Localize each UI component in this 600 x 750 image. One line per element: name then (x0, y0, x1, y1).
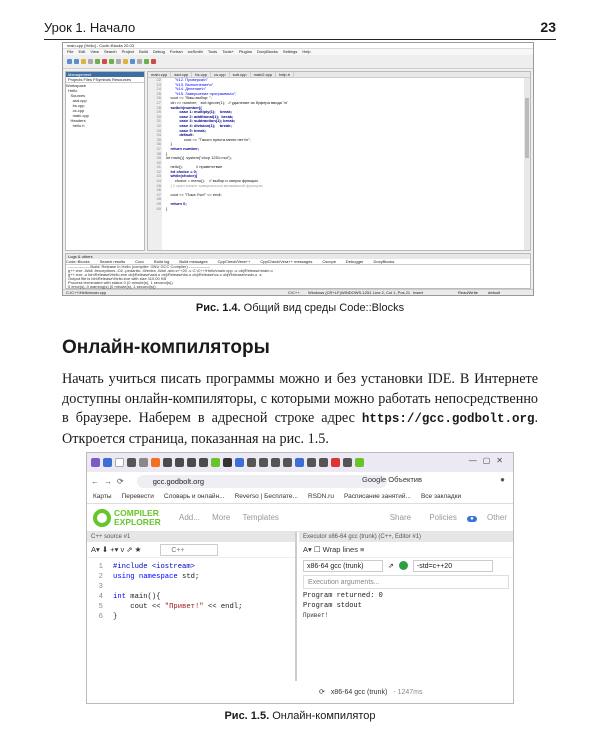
cb-code-line: cout << "Такого пункта меню нет!\n"; (166, 136, 251, 142)
cb-log-line: Process terminated with status 0 (0 minute(s), 1 second(s)) (68, 281, 173, 285)
cb-line-number: 30 (156, 113, 161, 119)
cb-code-line: } (166, 141, 172, 147)
keyword-token: int (113, 593, 126, 601)
tab-favicon-icon[interactable] (247, 458, 256, 467)
profile-avatar[interactable]: ● (500, 475, 505, 484)
logo-line2: EXPLORER (114, 516, 161, 527)
cb-code-line: cin >> number; std::ignore(1); // удаление из буфера ввода '\n' (166, 99, 288, 105)
cb-code-line: "\t15. Завершение программы\n"; (166, 90, 237, 96)
tab-favicon-icon[interactable] (271, 458, 280, 467)
tab-favicon-icon[interactable] (175, 458, 184, 467)
cb-log-tab[interactable]: CppCheck/Vera++ (217, 259, 251, 264)
cb-line-number: 24 (156, 86, 161, 92)
cb-log-tab[interactable]: Code::Blocks (66, 259, 90, 264)
cb-logs-panel (65, 253, 531, 289)
cb-line-number: 28 (156, 104, 161, 110)
keyword-token: using namespace (113, 573, 178, 581)
cb-menu-item[interactable]: wxSmith (187, 49, 203, 54)
address-bar-row (87, 472, 513, 490)
string-token: "Привет!" (164, 603, 204, 611)
cb-title-bar: main.cpp [Hello] - Code::Blocks 20.03 (63, 43, 533, 49)
chapter-title: Урок 1. Начало (44, 20, 136, 35)
line-number: 4 (98, 593, 103, 601)
cb-log-tab[interactable]: DoxyBlocks (373, 259, 395, 264)
cb-line-number: 49 (156, 201, 161, 207)
active-tab-favicon-icon[interactable] (355, 458, 364, 467)
codeblocks-screenshot (62, 42, 534, 296)
ce-logo[interactable] (93, 509, 161, 527)
execution-args-input[interactable]: Execution arguments... (303, 575, 509, 589)
tab-favicon-icon[interactable] (307, 458, 316, 467)
cb-menu-item[interactable]: Tools (207, 49, 218, 54)
cb-file-tab[interactable]: sub.cpp (230, 72, 251, 78)
cb-status-eol: Windows (CR+LF) (308, 290, 341, 295)
cb-line-number: 31 (156, 118, 161, 124)
policies-badge: ● (467, 516, 477, 522)
cb-file-tab[interactable]: asd.cpp (171, 72, 192, 78)
cb-log-tab[interactable]: Build log (154, 259, 170, 264)
forward-icon[interactable]: → (104, 476, 112, 486)
browser-tab-strip (87, 453, 513, 472)
tab-favicon-icon[interactable] (343, 458, 352, 467)
cb-line-number: 45 (156, 182, 161, 188)
cb-tree-item: bs.cpp (66, 103, 85, 108)
cb-log-line: g++.exe -o bin\Release\Hello.exe obj\Release\asd.o obj\Release\bs.o obj\Release\cs.o obj\Release\main.o -s (68, 273, 262, 277)
cb-code-line: switch(number){ (166, 104, 202, 110)
cb-code-line: cout << "Ваш выбор: "; (166, 95, 213, 101)
cb-log-line: Output file is bin\Release\Hello.exe with size 110.00 KB (68, 277, 167, 281)
cb-code-line: cout << "Пока Учи!" << endl; (166, 191, 222, 197)
cb-status-charset: WINDOWS-1251 (341, 290, 372, 295)
cb-code-line: } (166, 150, 168, 156)
line-number: 2 (98, 573, 103, 581)
cb-menu-item[interactable]: Help (302, 49, 311, 54)
share-menu[interactable]: Share (389, 513, 412, 522)
cb-menu-item[interactable]: Project (121, 49, 135, 54)
templates-link[interactable]: Templates (242, 513, 279, 522)
status-compiler: x86-64 gcc (trunk) (330, 688, 388, 696)
ce-header (87, 504, 513, 532)
para-text-1: Начать учиться писать программы можно и без установки IDE. В Интернете доступны онлайн-компиляторы, с которыми можно работать непосредственно в браузере. Наберем в адресной строке адрес (62, 371, 538, 426)
cb-line-number: 34 (156, 132, 161, 138)
cb-line-gutter (148, 78, 162, 250)
cb-build-log (66, 265, 530, 289)
source-line (87, 612, 295, 622)
source-tool-buttons[interactable]: A▾ ⬇ +▾ v ⇗ ★ (91, 545, 142, 554)
add-menu[interactable]: Add... (179, 513, 200, 522)
source-line (87, 562, 295, 572)
tab-favicon-icon[interactable] (163, 458, 172, 467)
cb-code-line: } (166, 205, 168, 211)
cb-log-tab[interactable]: Search results (99, 259, 126, 264)
tab-favicon-icon[interactable] (151, 458, 160, 467)
caption2-label: Рис. 1.5. (224, 710, 270, 722)
line-number: 5 (98, 603, 103, 611)
cb-tree-item: Workspace (66, 83, 86, 88)
cb-scrollbar (524, 78, 530, 250)
source-pane (87, 532, 297, 681)
source-line (87, 572, 295, 582)
cb-status-profile: default (488, 290, 501, 295)
ce-gear-icon (93, 509, 111, 527)
tab-favicon-icon[interactable] (187, 458, 196, 467)
cb-file-tab[interactable]: bs.cpp (192, 72, 211, 78)
external-link-icon[interactable]: ⇗ (388, 562, 394, 570)
cb-menu-item[interactable]: Settings (282, 49, 298, 54)
cb-line-number: 36 (156, 141, 161, 147)
cb-status-path: C:\C++\Hello\main.cpp (66, 290, 107, 295)
cb-code-line: "\t12. Проверка\n" (166, 77, 208, 82)
cb-tree-item: cs.cpp (66, 108, 85, 113)
cb-management-panel (65, 71, 145, 251)
policies-menu[interactable] (421, 513, 476, 522)
cb-code-line: case 1: multiply(1); break; (166, 109, 233, 115)
tab-favicon-icon[interactable] (199, 458, 208, 467)
more-menu[interactable]: More (212, 513, 231, 522)
cb-editor (147, 71, 531, 251)
policies-label: Policies (429, 513, 457, 522)
cb-menu-item[interactable]: View (90, 49, 99, 54)
cb-line-number: 37 (156, 145, 161, 151)
cb-menu-item[interactable]: Edit (78, 49, 86, 54)
window-controls[interactable]: —▢✕ (468, 456, 509, 465)
cb-line-number: 33 (156, 127, 161, 133)
cb-file-tab[interactable]: cs.cpp (211, 72, 230, 78)
address-input[interactable]: gcc.godbolt.org (137, 475, 387, 488)
code-token: << endl; (203, 603, 243, 611)
cb-code-line: int main(){ system("chcp 1251>nul"); (166, 155, 232, 161)
page-header (44, 18, 556, 40)
bookmark-item[interactable]: Словарь и онлайн... (163, 493, 225, 500)
cb-line-number: 22 (156, 77, 161, 82)
cb-tree-item: Sources (66, 93, 86, 98)
cb-code-line: case 4: division(1); break; (166, 122, 232, 128)
cb-line-number: 46 (156, 187, 161, 193)
compile-ok-icon (399, 561, 408, 570)
cb-project-tree (66, 83, 144, 128)
cb-menu-item[interactable]: Tools+ (222, 49, 234, 54)
figure-caption-2 (0, 710, 600, 722)
cb-line-number: 44 (156, 178, 161, 184)
tab-favicon-icon[interactable] (331, 458, 340, 467)
tab-favicon-icon[interactable] (91, 458, 100, 467)
cb-line-number: 23 (156, 81, 161, 87)
code-token: std; (177, 573, 200, 581)
para-text-2: . Откроется страница, показанная на рис. 1.5. (62, 410, 538, 447)
tab-favicon-icon[interactable] (211, 458, 220, 467)
back-icon[interactable]: ← (91, 476, 99, 486)
line-number: 3 (98, 583, 103, 591)
bookmark-item[interactable]: Карты (93, 493, 112, 500)
cb-line-number: 35 (156, 136, 161, 142)
cb-code-line: "\t14. Деление\n" (166, 86, 206, 92)
cb-log-tab[interactable]: CppCheck/Vera++ messages (260, 259, 313, 264)
bookmarks-bar (87, 490, 513, 504)
cb-code-line: return 0; (166, 201, 187, 207)
tab-favicon-icon[interactable] (283, 458, 292, 467)
cb-line-number: 26 (156, 95, 161, 101)
cb-status-position: Line 2, Col 1, Pos 21 (373, 290, 411, 295)
cb-toolbar (63, 55, 533, 69)
cb-menu-item[interactable]: Search (103, 49, 117, 54)
tab-favicon-icon[interactable] (295, 458, 304, 467)
cb-line-number: 25 (156, 90, 161, 96)
output-stdout-label: Program stdout (303, 602, 362, 610)
line-number: 6 (98, 613, 103, 621)
tab-favicon-icon[interactable] (235, 458, 244, 467)
cb-line-number: 47 (156, 191, 161, 197)
cb-log-line: g++.exe -Wall -fexceptions -O2 -pedantic -Wextra -Wall -std=c++20 -c C:\C++\Hello\main.cpp -o obj\Release\main.o (68, 269, 273, 273)
page-number: 23 (540, 19, 556, 35)
cb-line-number: 27 (156, 99, 161, 105)
cb-line-number: 48 (156, 196, 161, 202)
cb-menu-item[interactable]: Debug (153, 49, 165, 54)
cb-menu-item[interactable]: Plugins (238, 49, 252, 54)
cb-status-lang: C/C++ (288, 290, 300, 295)
cb-code-line: "\t13. Выполнение\n" (166, 81, 214, 87)
cb-code-line: case 5: break; (166, 127, 207, 133)
tab-favicon-icon[interactable] (319, 458, 328, 467)
cb-line-number: 38 (156, 150, 161, 156)
executor-pane (299, 532, 513, 681)
body-paragraph (62, 370, 538, 449)
line-number: 1 (98, 563, 103, 571)
cb-tree-item: asd.cpp (66, 98, 87, 103)
executor-status-bar (299, 681, 513, 703)
cb-code-line: case 2: additional(1); break; (166, 113, 234, 119)
reload-icon[interactable]: ⟳ (117, 476, 124, 486)
source-tab[interactable]: C++ source #1 (87, 532, 295, 542)
cb-file-tab[interactable]: main.cpp (148, 72, 171, 78)
cb-code (166, 78, 522, 250)
tab-favicon-icon[interactable] (259, 458, 268, 467)
cb-menu-item[interactable]: Fortran (169, 49, 183, 54)
cb-code-line: while(choice){ (166, 173, 198, 179)
cb-code-line: } // цикл может завершиться вызвавший функцию (166, 182, 263, 188)
bookmark-item[interactable]: Расписание занятий... (343, 493, 411, 500)
cb-menu-item[interactable]: DoxyBlocks (257, 49, 278, 54)
bookmark-item[interactable]: Reverso | Бесплате... (234, 493, 298, 500)
cb-line-number: 50 (156, 205, 161, 211)
cb-code-line: hello(); // приветствие (166, 164, 223, 170)
source-toolbar (87, 542, 295, 558)
cb-line-number: 41 (156, 164, 161, 170)
para-url: https://gcc.godbolt.org (361, 412, 535, 426)
ce-nav (179, 513, 289, 522)
code-token: main(){ (125, 593, 161, 601)
cb-tree-item: main.cpp (66, 113, 89, 118)
executor-tool-buttons[interactable]: A▾ ☐ Wrap lines ≡ (303, 545, 365, 554)
google-lens-button[interactable]: Google Объектив (362, 475, 422, 484)
cb-log-tab[interactable]: Cccc (135, 259, 145, 264)
other-menu[interactable]: Other (486, 513, 507, 522)
preprocessor-token: #include <iostream> (113, 563, 195, 571)
caption2-text: Онлайн-компилятор (272, 710, 376, 722)
tab-favicon-icon[interactable] (115, 458, 124, 467)
cb-code-line: return number; (166, 145, 200, 151)
tab-favicon-icon[interactable] (103, 458, 112, 467)
source-editor[interactable] (87, 562, 295, 681)
source-line (87, 582, 295, 592)
cb-menu-item[interactable]: File (67, 49, 74, 54)
cb-menu-item[interactable]: Build (139, 49, 149, 54)
section-heading: Онлайн-компиляторы (62, 337, 270, 358)
program-output (299, 591, 513, 621)
tab-favicon-icon[interactable] (127, 458, 136, 467)
cb-code-line: choice = menu(); // выбор и запуск функции (166, 178, 258, 184)
cb-code-line: int choice = 0; (166, 168, 198, 174)
code-token: } (113, 613, 118, 621)
cb-code-line: case 3: subtraction(1); break; (166, 118, 236, 124)
cb-line-number: 40 (156, 159, 161, 165)
bookmark-item[interactable]: Перевести (121, 493, 154, 500)
cb-line-number: 43 (156, 173, 161, 179)
cb-status-bar (63, 289, 533, 295)
cb-log-tab[interactable]: Cscope (322, 259, 336, 264)
bookmark-item[interactable]: RSDN.ru (307, 493, 334, 500)
cb-line-number: 29 (156, 109, 161, 115)
browser-screenshot (86, 452, 514, 704)
source-line (87, 602, 295, 612)
compiler-flags-input[interactable]: -std=c++20 (413, 560, 493, 572)
stdout-text: Привет! (303, 612, 329, 619)
cb-file-tab[interactable]: help.h (276, 72, 294, 78)
cb-status-rw: Read/Write (458, 290, 478, 295)
cb-line-number: 32 (156, 122, 161, 128)
caption1-text: Общий вид среды Code::Blocks (243, 302, 405, 314)
logo-line1: COMPILER (114, 507, 159, 518)
cb-line-number: 42 (156, 168, 161, 174)
cb-file-tab[interactable]: main2.cpp (251, 72, 276, 78)
executor-toolbar (299, 542, 513, 558)
cb-tree-item: Hello (66, 88, 78, 93)
cb-status-mode: Insert (413, 290, 424, 295)
executor-tab[interactable]: Executor x86-64 gcc (trunk) (C++, Editor #1) (299, 532, 513, 542)
cb-tree-item: hello.h (66, 123, 85, 128)
cb-log-tab[interactable]: Build messages (179, 259, 208, 264)
figure-caption-1 (0, 302, 600, 314)
cb-line-number: 39 (156, 155, 161, 161)
output-returned: Program returned: 0 (303, 592, 383, 600)
language-select[interactable]: C++ (160, 544, 218, 556)
code-token: cout << (113, 603, 165, 611)
source-line (87, 592, 295, 602)
cb-tree-item: Headers (66, 118, 86, 123)
cb-log-tab[interactable]: Debugger (345, 259, 364, 264)
cb-mgmt-title: Management (66, 72, 144, 77)
ce-right-nav (382, 513, 507, 522)
bookmark-item[interactable]: Все закладки (420, 493, 462, 500)
cb-code-line: default: (166, 132, 194, 138)
caption1-label: Рис. 1.4. (195, 302, 241, 314)
status-time: - 1247ms (393, 688, 423, 696)
tab-favicon-icon[interactable] (139, 458, 148, 467)
cb-log-line: ---------------- Build: Release in Hello (compiler: GNU GCC Compiler) ---------------- (68, 265, 211, 269)
refresh-icon[interactable]: ⟳ (319, 689, 325, 696)
tab-favicon-icon[interactable] (223, 458, 232, 467)
cb-log-line: 0 error(s), 0 warning(s) (0 minute(s), 1 second(s)) (68, 285, 156, 289)
compiler-row (299, 558, 513, 573)
cb-logs-title: Logs & others (66, 254, 530, 259)
compiler-select[interactable]: x86-64 gcc (trunk) (303, 560, 383, 572)
cb-mgmt-tabs: Projects Files FSymbols Resources (66, 77, 144, 83)
